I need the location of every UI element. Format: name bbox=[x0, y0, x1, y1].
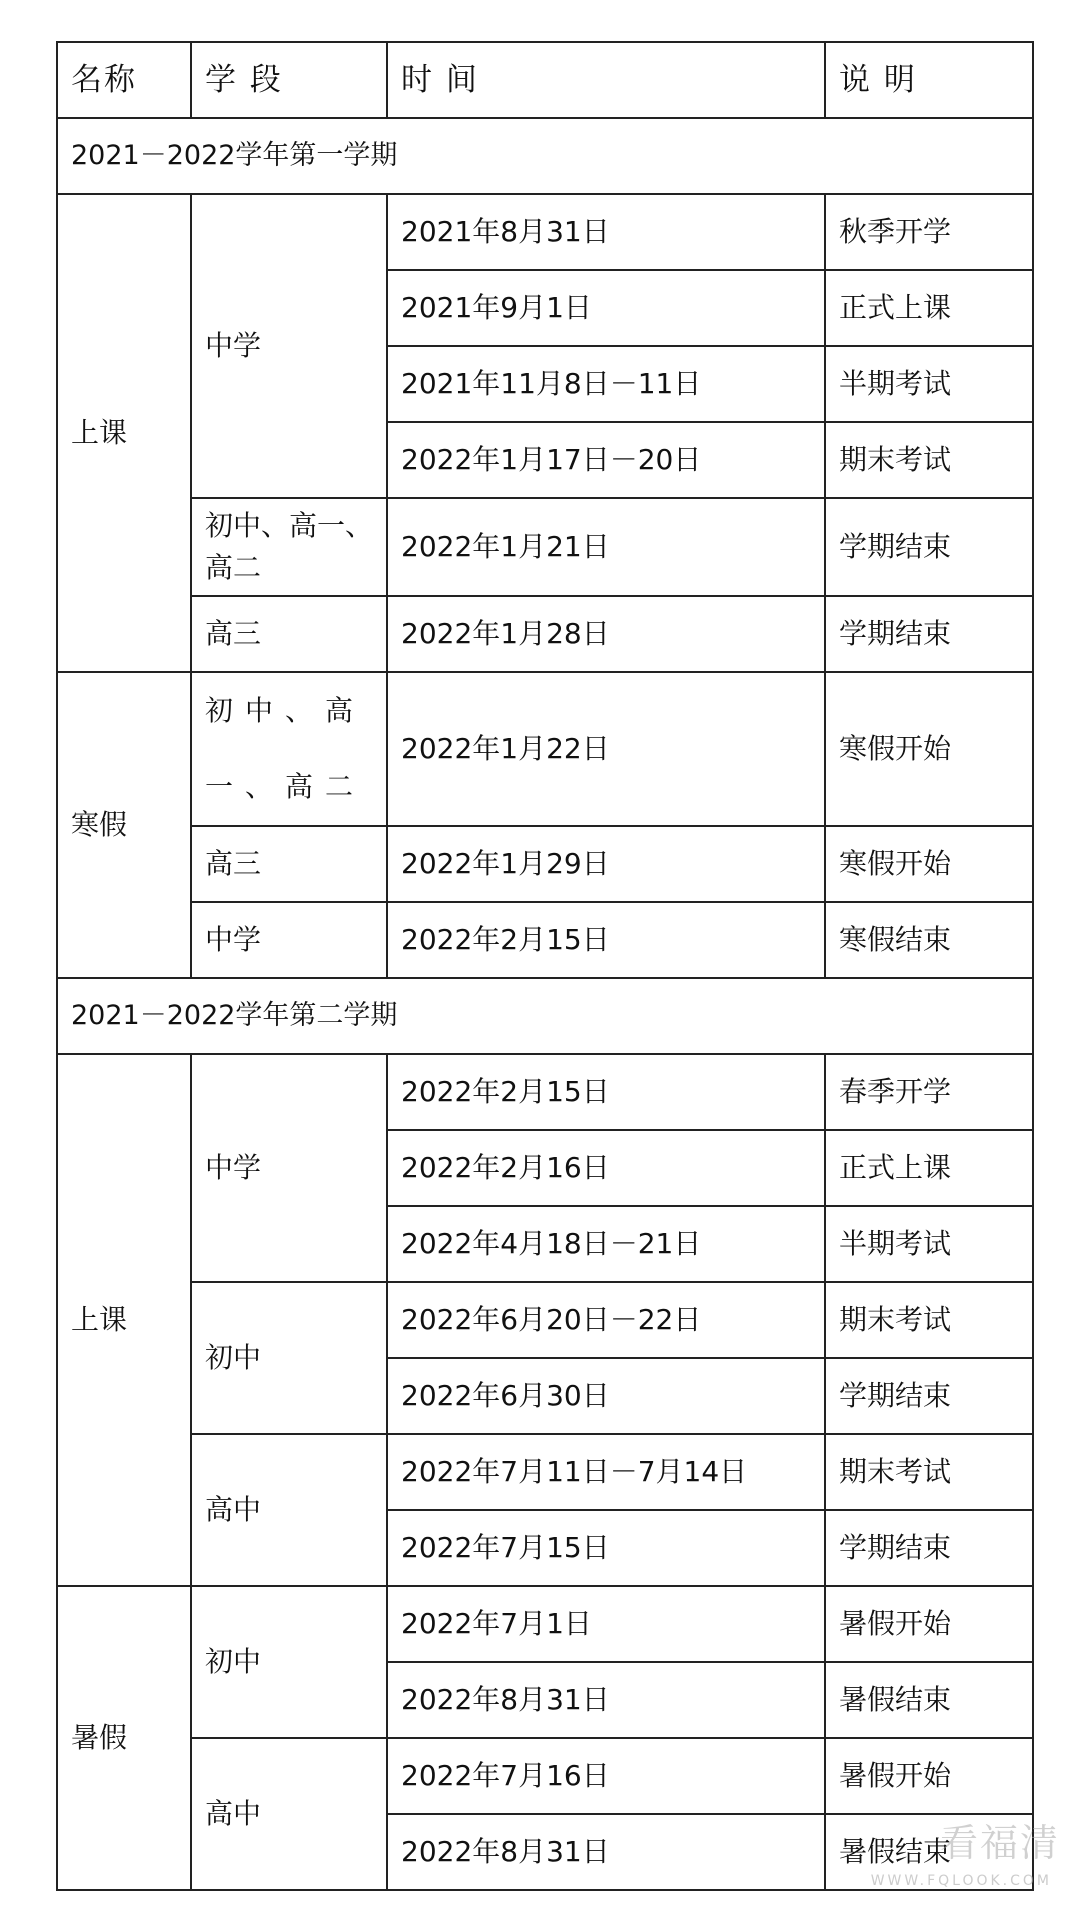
level-cell: 初中、高一、高二 bbox=[191, 498, 387, 596]
time-cell: 2022年7月11日－7月14日 bbox=[387, 1434, 825, 1510]
watermark-url: WWW.FQLOOK.COM bbox=[870, 1873, 1052, 1889]
time-cell: 2021年8月31日 bbox=[387, 194, 825, 270]
time-cell: 2022年1月29日 bbox=[387, 826, 825, 902]
level-cell: 中学 bbox=[191, 194, 387, 498]
term2-title: 2021－2022学年第二学期 bbox=[57, 978, 1033, 1054]
table-row bbox=[57, 1434, 1033, 1510]
note-cell: 正式上课 bbox=[825, 270, 1033, 346]
time-cell: 2022年1月28日 bbox=[387, 596, 825, 672]
category-cell: 上课 bbox=[57, 1054, 191, 1586]
header-time: 时 间 bbox=[387, 42, 825, 118]
header-name: 名称 bbox=[57, 42, 191, 118]
time-cell: 2022年7月1日 bbox=[387, 1586, 825, 1662]
note-cell: 春季开学 bbox=[825, 1054, 1033, 1130]
time-cell: 2021年9月1日 bbox=[387, 270, 825, 346]
table-row bbox=[57, 1054, 1033, 1130]
note-cell: 期末考试 bbox=[825, 422, 1033, 498]
time-cell: 2022年4月18日－21日 bbox=[387, 1206, 825, 1282]
table-row bbox=[57, 596, 1033, 672]
table-row bbox=[57, 1738, 1033, 1814]
note-cell: 寒假开始 bbox=[825, 826, 1033, 902]
category-cell: 上课 bbox=[57, 194, 191, 672]
level-cell: 初中 bbox=[191, 1586, 387, 1738]
note-cell: 学期结束 bbox=[825, 596, 1033, 672]
note-cell: 暑假结束 bbox=[825, 1662, 1033, 1738]
time-cell: 2022年1月17日－20日 bbox=[387, 422, 825, 498]
time-cell: 2022年7月16日 bbox=[387, 1738, 825, 1814]
level-cell: 初中、高一、高二 bbox=[191, 672, 387, 826]
note-cell: 期末考试 bbox=[825, 1282, 1033, 1358]
note-cell: 半期考试 bbox=[825, 346, 1033, 422]
header-level: 学 段 bbox=[191, 42, 387, 118]
table-row bbox=[57, 498, 1033, 596]
time-cell: 2022年1月22日 bbox=[387, 672, 825, 826]
table-row bbox=[57, 902, 1033, 978]
time-cell: 2022年8月31日 bbox=[387, 1814, 825, 1890]
note-cell: 暑假结束 bbox=[825, 1814, 1033, 1890]
level-cell: 中学 bbox=[191, 902, 387, 978]
note-cell: 学期结束 bbox=[825, 498, 1033, 596]
level-cell: 高三 bbox=[191, 596, 387, 672]
level-cell: 中学 bbox=[191, 1054, 387, 1282]
level-cell: 初中 bbox=[191, 1282, 387, 1434]
time-cell: 2022年8月31日 bbox=[387, 1662, 825, 1738]
note-cell: 学期结束 bbox=[825, 1358, 1033, 1434]
section-row bbox=[57, 118, 1033, 194]
time-cell: 2022年2月15日 bbox=[387, 1054, 825, 1130]
watermark-logo: 看福清 bbox=[939, 1821, 1060, 1865]
category-cell: 寒假 bbox=[57, 672, 191, 978]
note-cell: 正式上课 bbox=[825, 1130, 1033, 1206]
note-cell: 半期考试 bbox=[825, 1206, 1033, 1282]
note-cell: 期末考试 bbox=[825, 1434, 1033, 1510]
time-cell: 2022年2月15日 bbox=[387, 902, 825, 978]
header-note: 说 明 bbox=[825, 42, 1033, 118]
note-cell: 秋季开学 bbox=[825, 194, 1033, 270]
level-cell: 高三 bbox=[191, 826, 387, 902]
time-cell: 2022年2月16日 bbox=[387, 1130, 825, 1206]
section-row bbox=[57, 978, 1033, 1054]
category-cell: 暑假 bbox=[57, 1586, 191, 1890]
header-row bbox=[57, 42, 1033, 118]
note-cell: 暑假开始 bbox=[825, 1738, 1033, 1814]
time-cell: 2021年11月8日－11日 bbox=[387, 346, 825, 422]
time-cell: 2022年7月15日 bbox=[387, 1510, 825, 1586]
table-row bbox=[57, 672, 1033, 826]
level-cell: 高中 bbox=[191, 1434, 387, 1586]
table-row bbox=[57, 1282, 1033, 1358]
time-cell: 2022年6月20日－22日 bbox=[387, 1282, 825, 1358]
table-row bbox=[57, 1586, 1033, 1662]
term1-title: 2021－2022学年第一学期 bbox=[57, 118, 1033, 194]
school-calendar-table bbox=[56, 41, 1034, 1891]
note-cell: 寒假开始 bbox=[825, 672, 1033, 826]
table-row bbox=[57, 826, 1033, 902]
time-cell: 2022年6月30日 bbox=[387, 1358, 825, 1434]
note-cell: 寒假结束 bbox=[825, 902, 1033, 978]
level-cell: 高中 bbox=[191, 1738, 387, 1890]
note-cell: 学期结束 bbox=[825, 1510, 1033, 1586]
note-cell: 暑假开始 bbox=[825, 1586, 1033, 1662]
time-cell: 2022年1月21日 bbox=[387, 498, 825, 596]
table-row bbox=[57, 194, 1033, 270]
